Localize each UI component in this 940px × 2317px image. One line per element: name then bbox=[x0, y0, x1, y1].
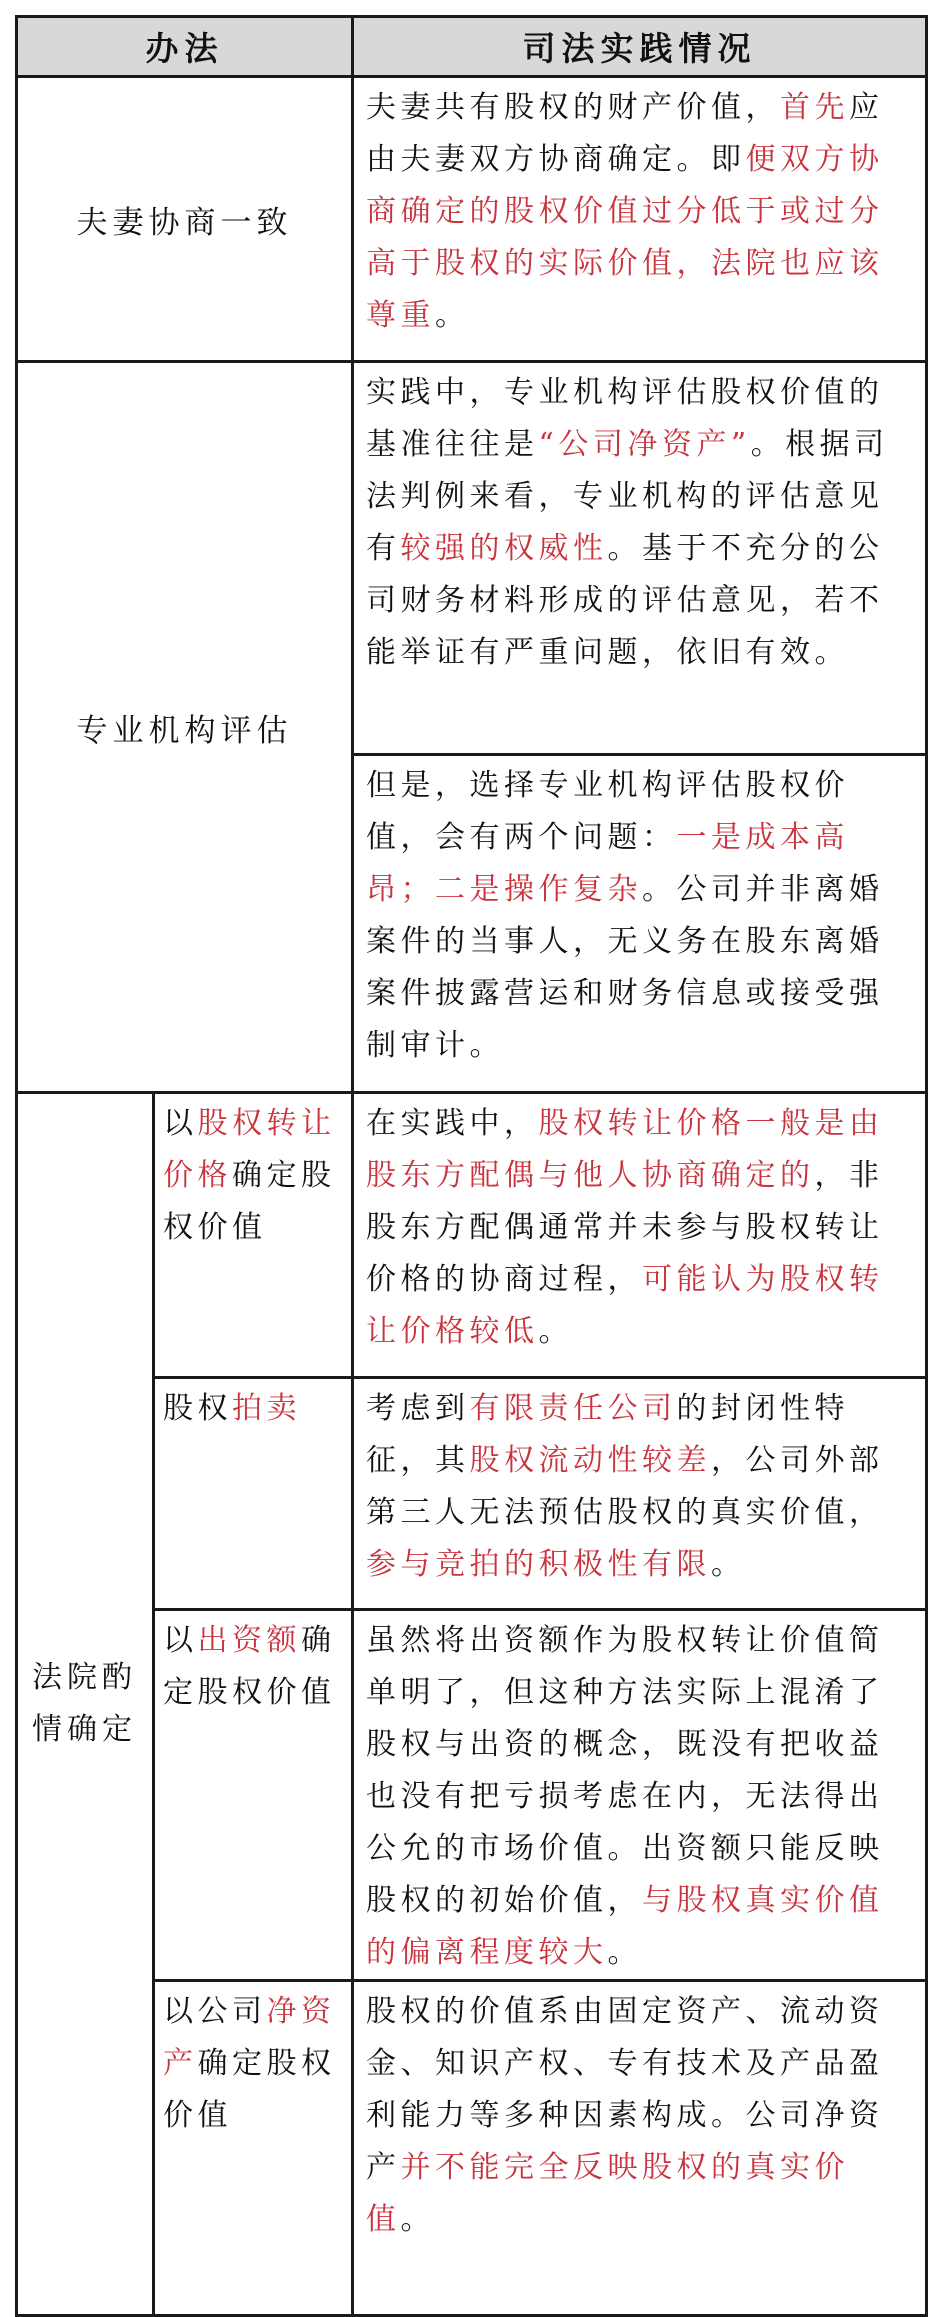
highlight-text: 与股权真实价值的偏离程度较大 bbox=[366, 1883, 884, 1970]
method-cell-appraisal: 专业机构评估 bbox=[17, 362, 353, 1093]
highlight-text: 较强的权威性 bbox=[400, 531, 608, 566]
practice-text bbox=[354, 1379, 925, 1591]
text-span: 夫妻共有股权的财产价值， bbox=[366, 90, 780, 125]
text-span: 。根据司法判例来看，专业机构的评估意见有 bbox=[366, 427, 889, 566]
sub-method-transfer-price bbox=[154, 1093, 353, 1378]
header-row bbox=[17, 17, 927, 77]
highlight-text: 出资额 bbox=[197, 1623, 301, 1658]
highlight-text: 有限责任公司 bbox=[469, 1391, 677, 1426]
text-span: 确定股权价值 bbox=[163, 1158, 336, 1245]
table-row bbox=[17, 1093, 927, 1378]
sub-method-net-assets bbox=[154, 1981, 353, 2316]
valuation-table bbox=[15, 15, 928, 2317]
highlight-text: 并不能完全反映股权的真实价值 bbox=[366, 2150, 849, 2237]
practice-text bbox=[354, 756, 925, 1072]
practice-text bbox=[354, 1982, 925, 2246]
method-cell-court: 法院酌情确定 bbox=[17, 1093, 154, 2316]
highlight-text: 一是成本高昂；二是操作复杂 bbox=[366, 820, 849, 907]
text-span: 。 bbox=[711, 1547, 746, 1582]
table-row bbox=[17, 1610, 927, 1981]
highlight-text: 首先 bbox=[780, 90, 849, 125]
text-span: 股权的价值系由固定资产、流动资金、知识产权、专有技术及产品盈利能力等多种因素构成。公司净资产 bbox=[366, 1994, 884, 2185]
text-span: 股权 bbox=[163, 1391, 232, 1426]
practice-cell-appraisal-a bbox=[353, 362, 927, 755]
practice-cell-appraisal-b bbox=[353, 755, 927, 1093]
text-span: 以公司 bbox=[163, 1994, 267, 2029]
text-span: ，非股东方配偶通常并未参与股权转让价格的协商过程， bbox=[366, 1158, 884, 1297]
practice-cell-capital bbox=[353, 1610, 927, 1981]
text-span: 。 bbox=[400, 2202, 435, 2237]
text-span: 以 bbox=[163, 1106, 198, 1141]
text-span: 在实践中， bbox=[366, 1106, 539, 1141]
text-span: 但是，选择专业机构评估股权价值，会有两个问题： bbox=[366, 768, 849, 855]
text-span: 以 bbox=[163, 1623, 198, 1658]
text-span: 的封闭性特征，其 bbox=[366, 1391, 849, 1478]
highlight-text: 拍卖 bbox=[232, 1391, 301, 1426]
highlight-text: 股权转让价格一般是由股东方配偶与他人协商确定的 bbox=[366, 1106, 884, 1193]
table-row bbox=[17, 1378, 927, 1610]
highlight-text: 股权流动性较差 bbox=[469, 1443, 711, 1478]
header-method: 办法 bbox=[17, 17, 353, 77]
highlight-text: 参与竞拍的积极性有限 bbox=[366, 1547, 711, 1582]
text-span: 虽然将出资额作为股权转让价值简单明了，但这种方法实际上混淆了股权与出资的概念，既没有把收益也没有把亏损考虑在内，无法得出公允的市场价值。出资额只能反映股权的初始价值， bbox=[366, 1623, 884, 1918]
practice-text bbox=[354, 78, 925, 342]
table-row bbox=[17, 77, 927, 362]
text-span: 。基于不充分的公司财务材料形成的评估意见，若不能举证有严重问题，依旧有效。 bbox=[366, 531, 884, 670]
highlight-text: 便双方协商确定的股权价值过分低于或过分高于股权的实际价值，法院也应该尊重 bbox=[366, 142, 884, 333]
text-span: 考虑到 bbox=[366, 1391, 470, 1426]
sub-method-capital bbox=[154, 1610, 353, 1981]
text-span: 。 bbox=[607, 1935, 642, 1970]
practice-cell-transfer-price bbox=[353, 1093, 927, 1378]
highlight-text: 净资产 bbox=[163, 1994, 336, 2081]
practice-text bbox=[354, 1094, 925, 1358]
text-span: 确定股权价值 bbox=[163, 2046, 336, 2133]
highlight-text: “公司净资产” bbox=[538, 427, 751, 462]
text-span: 实践中，专业机构评估股权价值的基准往往是 bbox=[366, 375, 884, 462]
text-span: 应由夫妻双方协商确定。即 bbox=[366, 90, 884, 177]
text-span: 。公司并非离婚案件的当事人，无义务在股东离婚案件披露营运和财务信息或接受强制审计。 bbox=[366, 872, 884, 1063]
table-row bbox=[17, 1981, 927, 2316]
method-cell-negotiation: 夫妻协商一致 bbox=[17, 77, 353, 362]
text-span: 。 bbox=[435, 298, 470, 333]
practice-text bbox=[354, 1611, 925, 1979]
sub-method-auction bbox=[154, 1378, 353, 1610]
practice-text bbox=[354, 363, 925, 679]
text-span: 确定股权价值 bbox=[163, 1623, 336, 1710]
text-span: ，公司外部第三人无法预估股权的真实价值， bbox=[366, 1443, 884, 1530]
practice-cell-auction bbox=[353, 1378, 927, 1610]
highlight-text: 可能认为股权转让价格较低 bbox=[366, 1262, 884, 1349]
practice-cell-negotiation bbox=[353, 77, 927, 362]
practice-cell-net-assets bbox=[353, 1981, 927, 2316]
header-practice: 司法实践情况 bbox=[353, 17, 927, 77]
highlight-text: 股权转让价格 bbox=[163, 1106, 336, 1193]
text-span: 。 bbox=[538, 1314, 573, 1349]
table-row bbox=[17, 362, 927, 755]
